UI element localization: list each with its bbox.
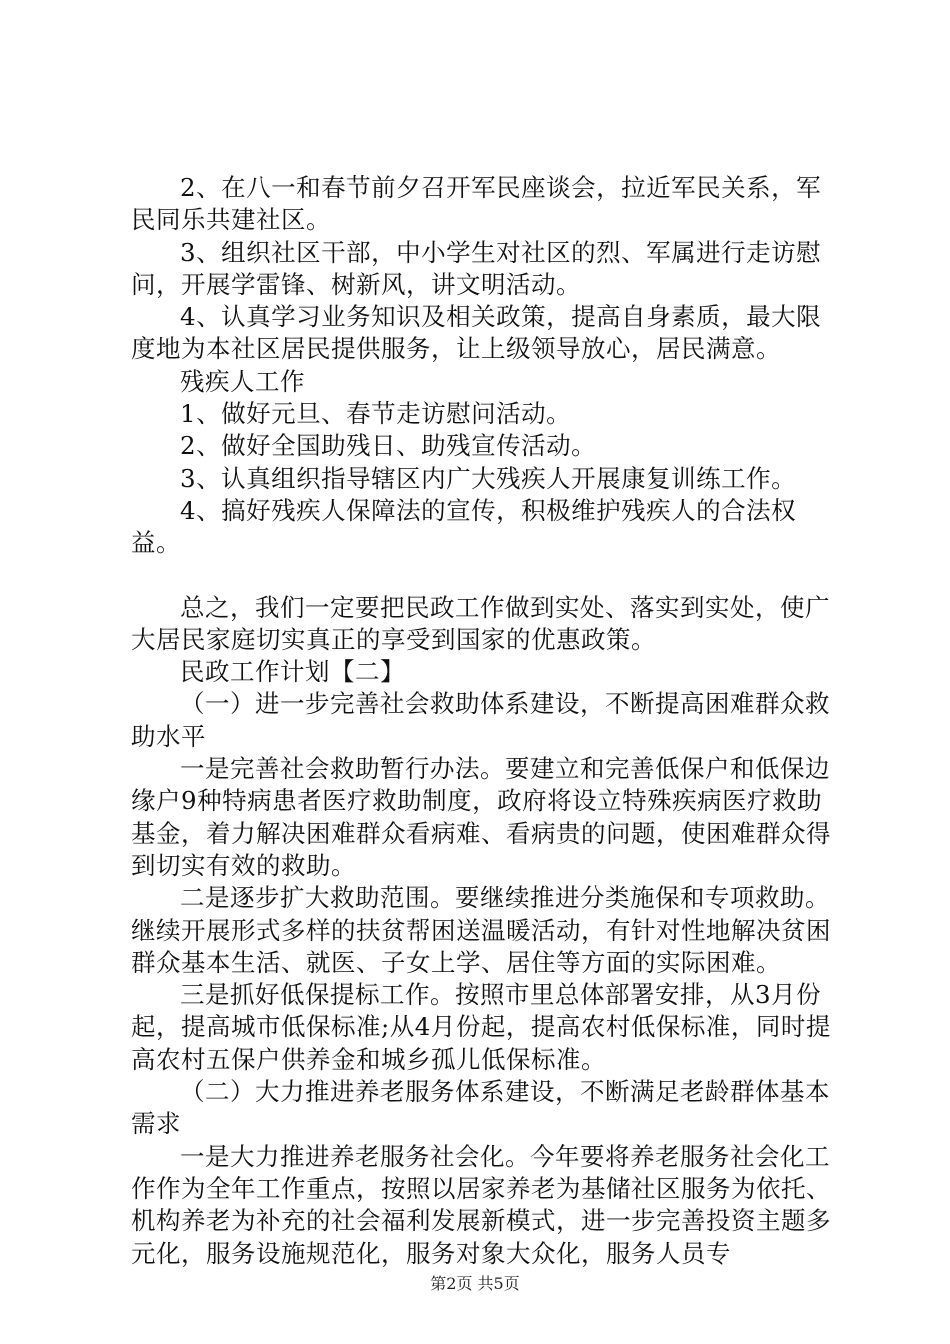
paragraph-disabled-3: 3、认真组织指导辖区内广大残疾人开展康复训练工作。 xyxy=(180,463,797,493)
blank-line xyxy=(131,560,841,592)
paragraph-disabled-1: 1、做好元旦、春节走访慰问活动。 xyxy=(180,399,572,429)
paragraph-assistance-2: 二是逐步扩大救助范围。要继续推进分类施保和专项救助。继续开展形式多样的扶贫帮困送温暖活动，有针对性地解决贫困群众基本生活、就医、子女上学、居住等方面的实际困难。 xyxy=(131,883,831,977)
paragraph-study-policy: 4、认真学习业务知识及相关政策，提高自身素质，最大限度地为本社区居民提供服务，让上级领导放心，居民满意。 xyxy=(131,302,822,364)
section-heading-disabled-work: 残疾人工作 xyxy=(180,366,305,396)
section-heading-plan-two: 民政工作计划【二】 xyxy=(180,657,405,687)
paragraph-disabled-2: 2、做好全国助残日、助残宣传活动。 xyxy=(180,431,597,461)
document-body xyxy=(131,172,841,1270)
paragraph-assistance-1: 一是完善社会救助暂行办法。要建立和完善低保户和低保边缘户9种特病患者医疗救助制度，政府将设立特殊疾病医疗救助基金，着力解决困难群众看病难、看病贵的问题，使困难群众得到切实有效的救助。 xyxy=(131,754,831,880)
paragraph-visit-families: 3、组织社区干部，中小学生对社区的烈、军属进行走访慰问，开展学雷锋、树新风，讲文明活动。 xyxy=(131,237,822,299)
paragraph-assistance-3: 三是抓好低保提标工作。按照市里总体部署安排，从3月份起，提高城市低保标准;从4月份起，提高农村低保标准，同时提高农村五保户供养金和城乡孤儿低保标准。 xyxy=(131,980,831,1074)
paragraph-summary: 总之，我们一定要把民政工作做到实处、落实到实处，使广大居民家庭切实真正的享受到国家的优惠政策。 xyxy=(131,592,830,654)
page-footer: 第2页 共5页 xyxy=(430,1274,520,1293)
subheading-elderly-service: （二）大力推进养老服务体系建设，不断满足老龄群体基本需求 xyxy=(131,1077,830,1139)
paragraph-military-forum: 2、在八一和春节前夕召开军民座谈会，拉近军民关系，军民同乐共建社区。 xyxy=(131,173,822,235)
paragraph-disabled-4: 4、搞好残疾人保障法的宣传，积极维护残疾人的合法权益。 xyxy=(131,495,797,558)
paragraph-elderly-1: 一是大力推进养老服务社会化。今年要将养老服务社会化工作作为全年工作重点，按照以居家养老为基储社区服务为依托、机构养老为补充的社会福利发展新模式，进一步完善投资主题多元化，服务设施规范化，服务对象大众化，服务人员专 xyxy=(131,1141,831,1268)
subheading-social-assistance: （一）进一步完善社会救助体系建设，不断提高困难群众救助水平 xyxy=(131,689,830,751)
